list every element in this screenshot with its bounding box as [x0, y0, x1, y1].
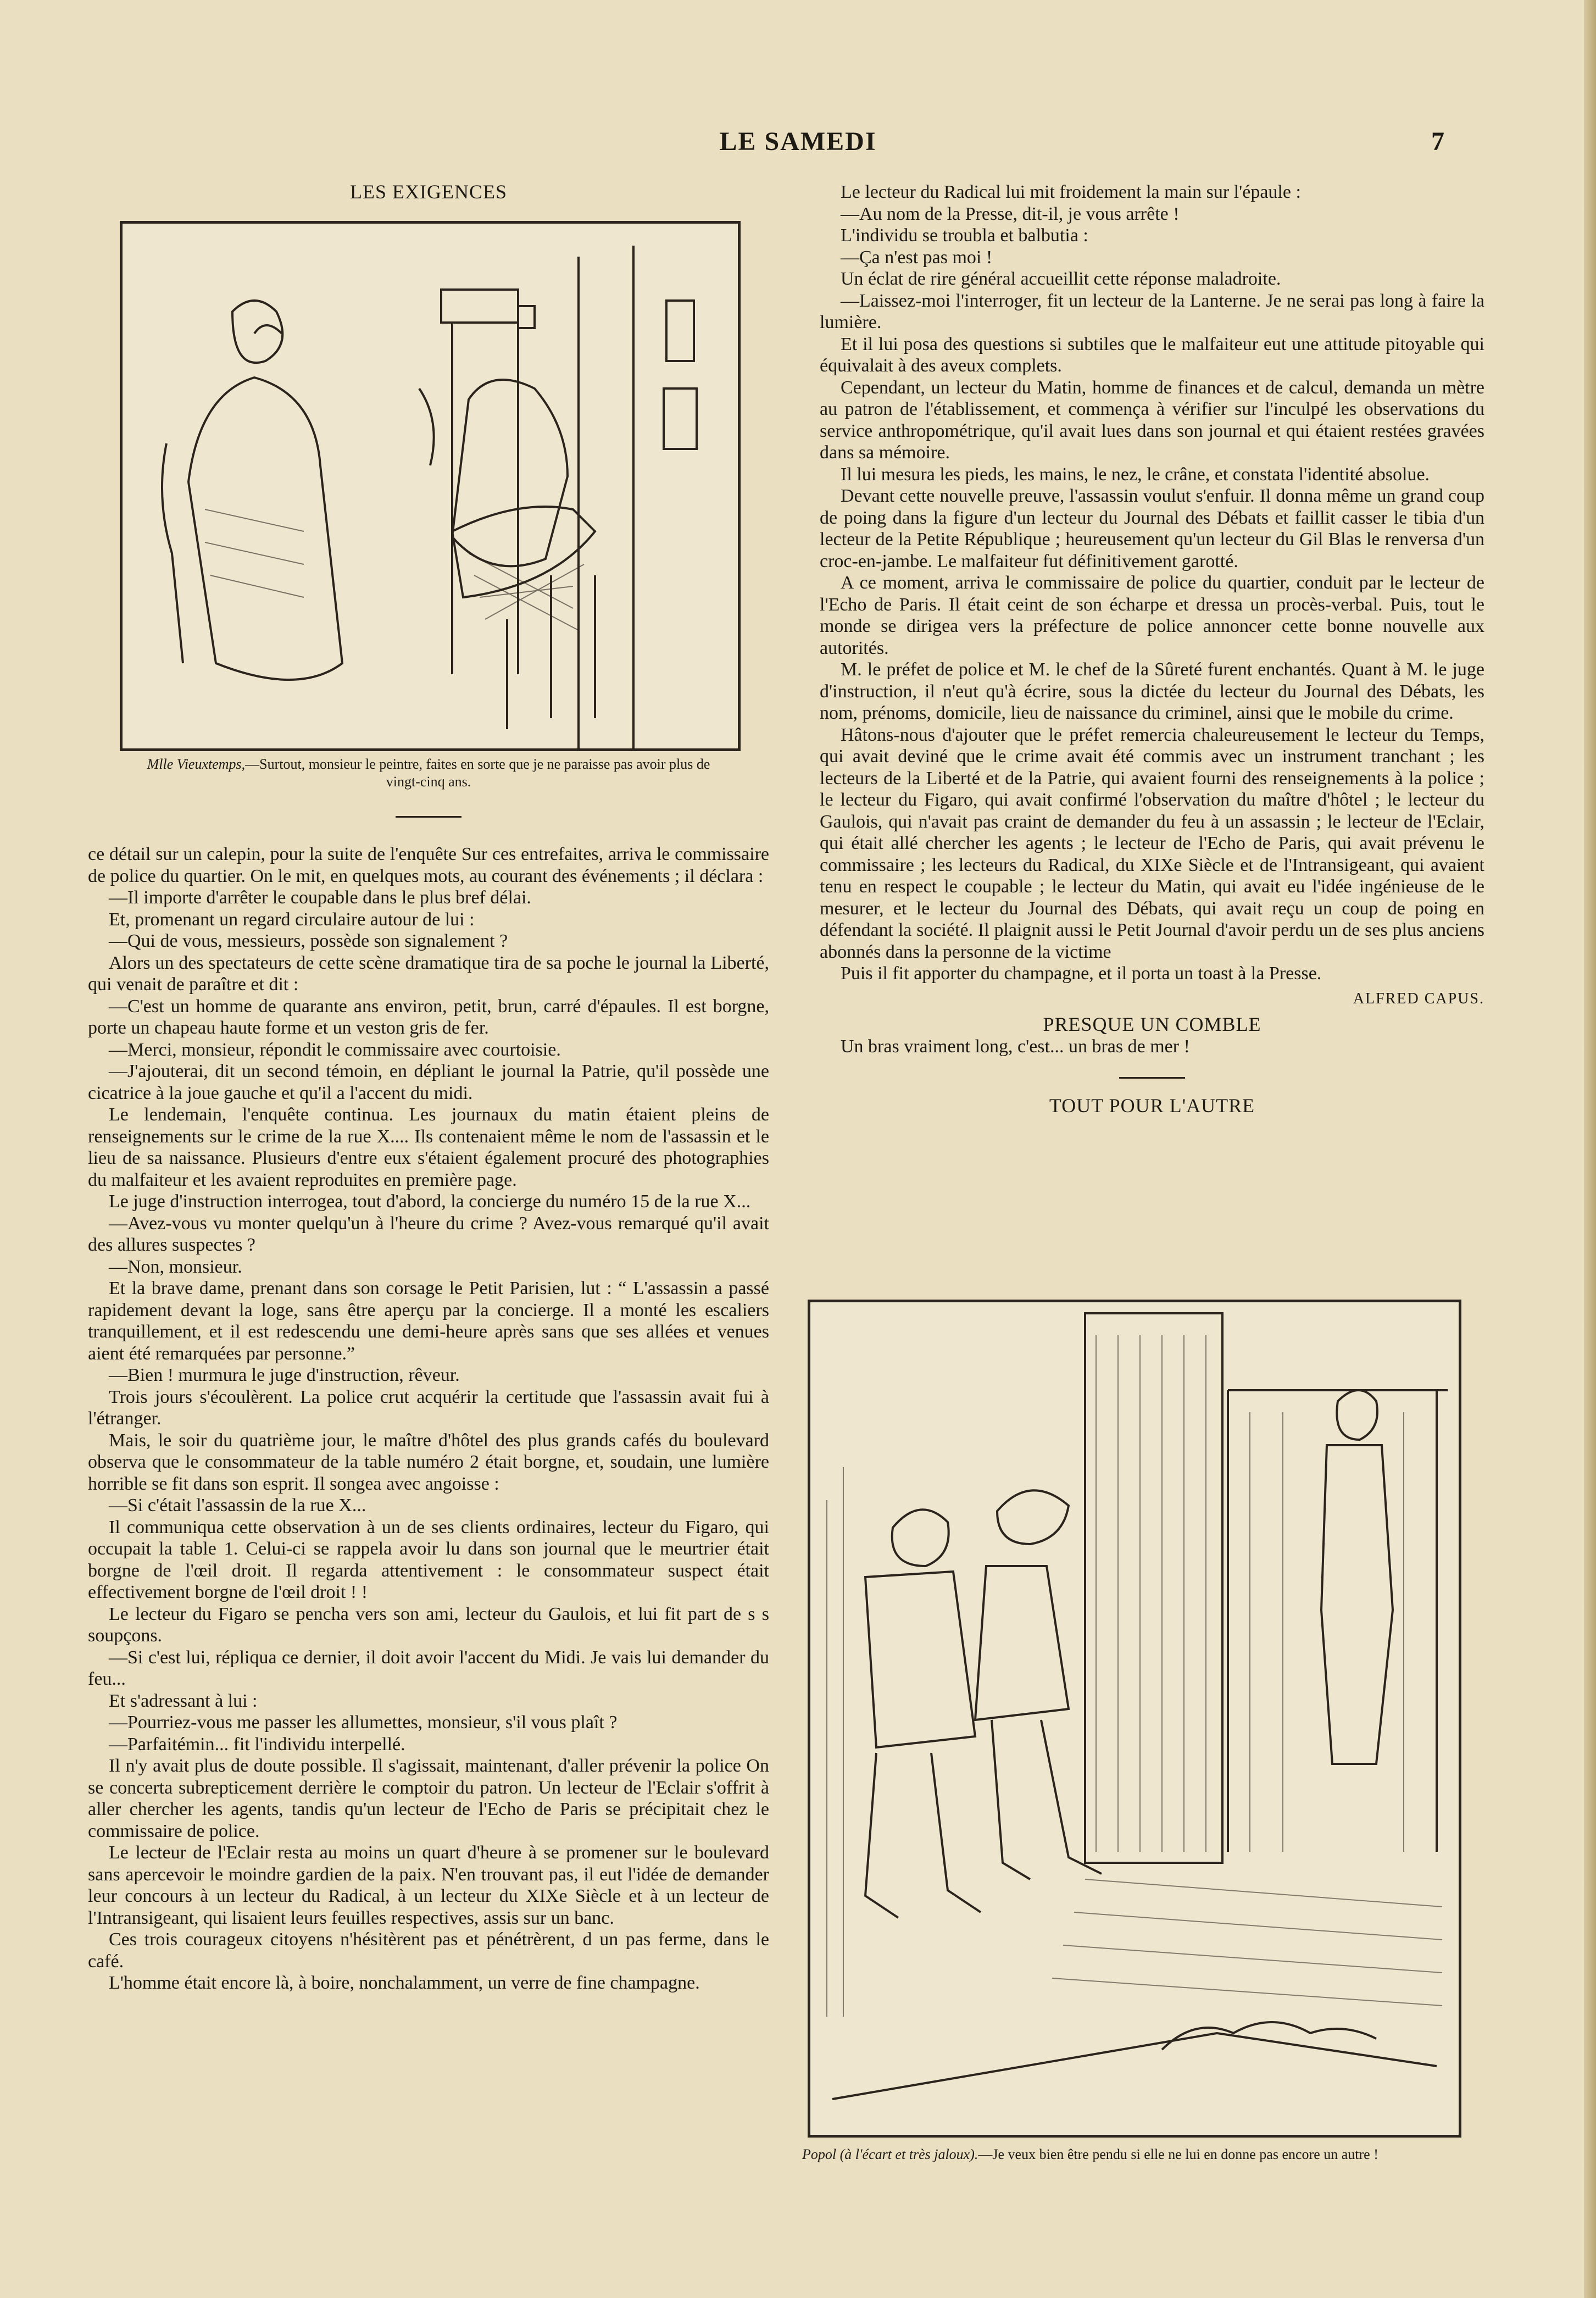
divider	[396, 816, 461, 818]
paragraph: —Parfaitémin... fit l'individu interpellé.	[109, 1734, 405, 1755]
paragraph: —Laissez-moi l'interroger, fit un lecteur de la Lanterne. Je ne serai pas long à faire la lumière.	[820, 290, 1484, 332]
left-column-body	[88, 843, 769, 1994]
paragraph: Devant cette nouvelle preuve, l'assassin voulut s'enfuir. Il donna même un grand coup de poing dans la figure d'un lecteur du Journal des Débats et faillit casser le tibia d'un lecteur de la Petite République ; heureusement qu'un lecteur du Gil Blas le renversa d'un croc-en-jambe. Le malfaiteur fut définitivement garotté.	[820, 486, 1484, 571]
masthead: LE SAMEDI	[719, 127, 877, 156]
paragraph: —J'ajouterai, dit un second témoin, en dépliant le journal la Patrie, qu'il possède une cicatrice à la joue gauche et qu'il a l'accent du midi.	[88, 1061, 769, 1103]
paragraph: Et la brave dame, prenant dans son corsage le Petit Parisien, lut : “ L'assassin a passé rapidement devant la loge, sans être aperçu par la concierge. Il a monté les escaliers tranquillement, et il est redescendu une demi-heure après sans que ses allées et venues aient été remarquées par personne.”	[88, 1278, 769, 1364]
caption-speaker: Popol (à l'écart et très jaloux).	[802, 2146, 978, 2162]
paragraph: Et s'adressant à lui :	[109, 1690, 258, 1711]
paragraph: Il n'y avait plus de doute possible. Il s'agissait, maintenant, d'aller prévenir la police On se concerta subrepticement derrière le comptoir du patron. Un lecteur de l'Eclair s'offrit à aller chercher les agents, tandis qu'un lecteur de l'Echo de Paris se précipitait chez le commissaire de police.	[88, 1756, 769, 1841]
divider	[1119, 1077, 1185, 1079]
paragraph: Cependant, un lecteur du Matin, homme de finances et de calcul, demanda un mètre au patron de l'établissement, et commença à vérifier sur l'inculpé les observations du service anthropométrique, qu'il avait lues dans son journal et qui étaient restées gravées dans sa mémoire.	[820, 377, 1484, 463]
paragraph: —Pourriez-vous me passer les allumettes, monsieur, s'il vous plaît ?	[109, 1712, 618, 1733]
paragraph: L'homme était encore là, à boire, nonchalamment, un verre de fine champagne.	[109, 1973, 700, 1993]
painter-drawing	[123, 224, 738, 748]
paragraph: Mais, le soir du quatrième jour, le maître d'hôtel des plus grands cafés du boulevard observa que le consommateur de la table numéro 2 était borgne, et, soudain, une lumière horrible se fit dans son esprit. Il songea avec angoisse :	[88, 1430, 769, 1494]
paragraph: A ce moment, arriva le commissaire de police du quartier, conduit par le lecteur de l'Echo de Paris. Il était ceint de son écharpe et dressa un procès-verbal. Puis, tout le monde se dirigea vers la préfecture de police annoncer cette bonne nouvelle aux autorités.	[820, 573, 1484, 658]
paragraph: Il communiqua cette observation à un de ses clients ordinaires, lecteur du Figaro, qui occupait la table 1. Celui-ci se rappela avoir lu dans son journal que le meurtrier était borgne de l'œil droit. Il regarda attentivement : le consommateur suspect était effectivement borgne de l'œil droit ! !	[88, 1517, 769, 1602]
couple-drawing	[810, 1302, 1459, 2135]
caption-text: —Surtout, monsieur le peintre, faites en sorte que je ne paraisse pas avoir plus de vingt-cinq ans.	[245, 756, 710, 790]
paragraph: Un bras vraiment long, c'est... un bras de mer !	[841, 1036, 1190, 1057]
paragraph: Alors un des spectateurs de cette scène dramatique tira de sa poche le journal la Liberté, qui venait de paraître et dit :	[88, 952, 769, 995]
section-title-tout-pour-l-autre: TOUT POUR L'AUTRE	[1049, 1095, 1255, 1117]
paragraph: Le lendemain, l'enquête continua. Les journaux du matin étaient pleins de renseignements sur le crime de la rue X.... Ils contenaient même le nom de l'assassin et le lieu de sa naissance. Plusieurs d'entre eux s'étaient également procuré des photographies du malfaiteur et les avaient reproduites en première page.	[88, 1104, 769, 1190]
paragraph: Puis il fit apporter du champagne, et il porta un toast à la Presse.	[841, 963, 1322, 984]
section-title-presque-un-comble: PRESQUE UN COMBLE	[1043, 1013, 1261, 1035]
paragraph: Ces trois courageux citoyens n'hésitèrent pas et pénétrèrent, d un pas ferme, dans le café.	[88, 1929, 769, 1972]
left-column-top	[88, 181, 769, 203]
page-number: 7	[1431, 127, 1444, 156]
paragraph: —Si c'est lui, répliqua ce dernier, il doit avoir l'accent du Midi. Je vais lui demander du feu...	[88, 1647, 769, 1689]
caption-tout-pour-l-autre	[802, 2146, 1483, 2163]
paragraph: —C'est un homme de quarante ans environ, petit, brun, carré d'épaules. Il est borgne, porte un chapeau haute forme et un veston gris de fer.	[88, 996, 769, 1038]
paragraph: —Si c'était l'assassin de la rue X...	[109, 1495, 366, 1516]
paragraph: —Merci, monsieur, répondit le commissaire avec courtoisie.	[109, 1039, 561, 1060]
paragraph: —Non, monsieur.	[109, 1256, 242, 1277]
paragraph: —Au nom de la Presse, dit-il, je vous arrête !	[841, 203, 1180, 224]
caption-les-exigences	[137, 756, 720, 791]
paragraph: —Qui de vous, messieurs, possède son signalement ?	[109, 931, 508, 951]
paragraph: Le lecteur du Radical lui mit froidement la main sur l'épaule :	[841, 182, 1301, 202]
paragraph: Hâtons-nous d'ajouter que le préfet remercia chaleureusement le lecteur du Temps, qui avait deviné que le crime avait été commis avec un instrument tranchant ; les lecteurs de la Liberté et de la Patrie, qui avaient fourni des renseignements à la police ; le lecteur du Figaro, qui avait confirmé l'observation du maître d'hôtel ; le lecteur du Gaulois, qui n'avait pas craint de demander du feu à un assassin ; le lecteur de l'Eclair, qui était allé chercher les agents ; le lecteur de l'Echo de Paris, qui avait prévenu le commissaire ; les lecteurs du Radical, du XIXe Siècle et de l'Intransigeant, qui avaient tenu en respect le coupable ; le lecteur du Matin, qui avait eu l'idée ingénieuse de le mesurer, et le lecteur du Journal des Débats, qui avait reçu un coup de poing en défendant la société. Il plaignit aussi le Petit Journal d'avoir perdu un de ses plus anciens abonnés dans la personne de la victime	[820, 724, 1484, 962]
paragraph: Trois jours s'écoulèrent. La police crut acquérir la certitude que l'assassin avait fui à l'étranger.	[88, 1386, 769, 1429]
paragraph: L'individu se troubla et balbutia :	[841, 225, 1088, 246]
section-title-les-exigences: LES EXIGENCES	[350, 181, 507, 203]
caption-speaker: Mlle Vieuxtemps,	[147, 756, 246, 772]
paragraph: Le lecteur de l'Eclair resta au moins un quart d'heure à se promener sur le boulevard sans apercevoir le moindre gardien de la paix. N'en trouvant pas, il eut l'idée de demander leur concours à un lecteur du Radical, à un lecteur du XIXe Siècle et à un lecteur de l'Intransigeant, qui lisaient leurs feuilles respectives, assis sur un banc.	[88, 1842, 769, 1928]
paragraph: —Avez-vous vu monter quelqu'un à l'heure du crime ? Avez-vous remarqué qu'il avait des allures suspectes ?	[88, 1213, 769, 1255]
paragraph: Et, promenant un regard circulaire autour de lui :	[109, 909, 475, 930]
author-signature: ALFRED CAPUS.	[1353, 990, 1484, 1007]
illustration-couple	[808, 1300, 1461, 2138]
paragraph: Il lui mesura les pieds, les mains, le nez, le crâne, et constata l'identité absolue.	[841, 464, 1430, 485]
illustration-painter	[120, 221, 741, 751]
paragraph: —Il importe d'arrêter le coupable dans le plus bref délai.	[109, 887, 531, 908]
paragraph: M. le préfet de police et M. le chef de la Sûreté furent enchantés. Quant à M. le juge d'instruction, il n'eut qu'à écrire, sous la dictée du lecteur du Journal des Débats, les nom, prénoms, domicile, lieu de naissance du criminel, ainsi que le mobile du crime.	[820, 659, 1484, 723]
caption-text: —Je veux bien être pendu si elle ne lui en donne pas encore un autre !	[978, 2146, 1378, 2162]
paragraph: —Ça n'est pas moi !	[841, 247, 993, 268]
right-column-body	[820, 181, 1484, 1117]
paragraph: Le lecteur du Figaro se pencha vers son ami, lecteur du Gaulois, et lui fit part de s s soupçons.	[88, 1603, 769, 1646]
paragraph: Le juge d'instruction interrogea, tout d'abord, la concierge du numéro 15 de la rue X...	[109, 1191, 751, 1212]
paragraph: ce détail sur un calepin, pour la suite de l'enquête Sur ces entrefaites, arriva le commissaire de police du quartier. On le mit, en quelques mots, au courant des événements ; il déclara :	[88, 844, 769, 886]
paragraph: Et il lui posa des questions si subtiles que le malfaiteur eut une attitude pitoyable qui équivalait à des aveux complets.	[820, 334, 1484, 376]
page-edge	[1584, 0, 1596, 2298]
paragraph: Un éclat de rire général accueillit cette réponse maladroite.	[841, 269, 1281, 289]
paragraph: —Bien ! murmura le juge d'instruction, rêveur.	[109, 1365, 460, 1385]
